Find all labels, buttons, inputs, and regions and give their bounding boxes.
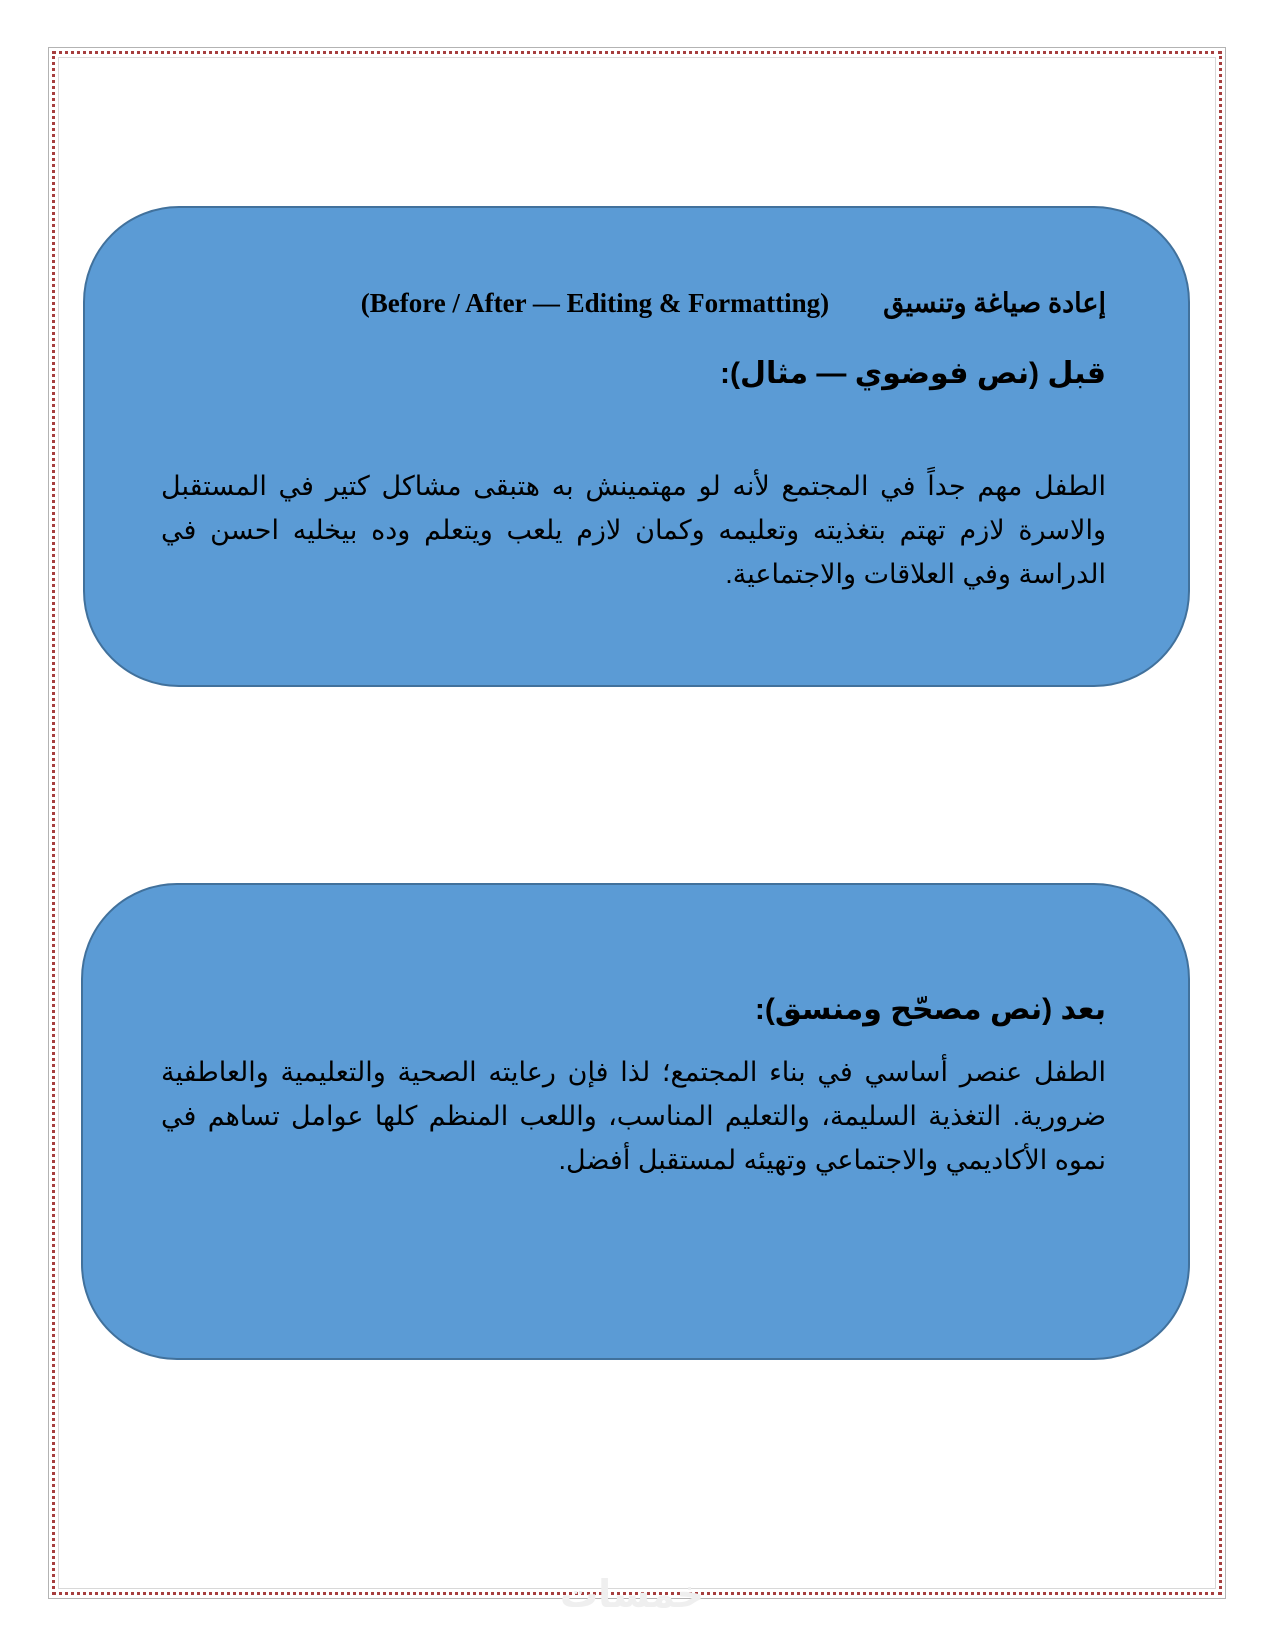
after-text: الطفل عنصر أساسي في بناء المجتمع؛ لذا فإن رعايته الصحية والتعليمية والعاطفية ضرورية. التغذية السليمة، والتعليم المناسب، واللعب المنظم كلها عوامل تساهم في نموه الأكاديمي والاجتماعي وتهيئه لمستقبل أفضل. <box>161 1057 1106 1175</box>
before-text: الطفل مهم جداً في المجتمع لأنه لو مهتمينش به هتبقى مشاكل كتير في المستقبل والاسرة لازم تهتم بتغذيته وتعليمه وكمان لازم يلعب ويتعلم وده بيخليه احسن في الدراسة وفي العلاقات والاجتماعية. <box>161 471 1106 589</box>
document-title <box>206 288 1106 319</box>
title-arabic: إعادة صياغة وتنسيق <box>883 288 1106 318</box>
after-heading: بعد (نص مصحّح ومنسق): <box>754 993 1106 1026</box>
before-heading: قبل (نص فوضوي — مثال): <box>719 357 1106 390</box>
title-english: (Before / After — Editing & Formatting) <box>360 288 830 318</box>
after-card <box>81 883 1190 1360</box>
watermark-logo: خمسات <box>560 1572 704 1616</box>
before-card <box>83 206 1190 687</box>
